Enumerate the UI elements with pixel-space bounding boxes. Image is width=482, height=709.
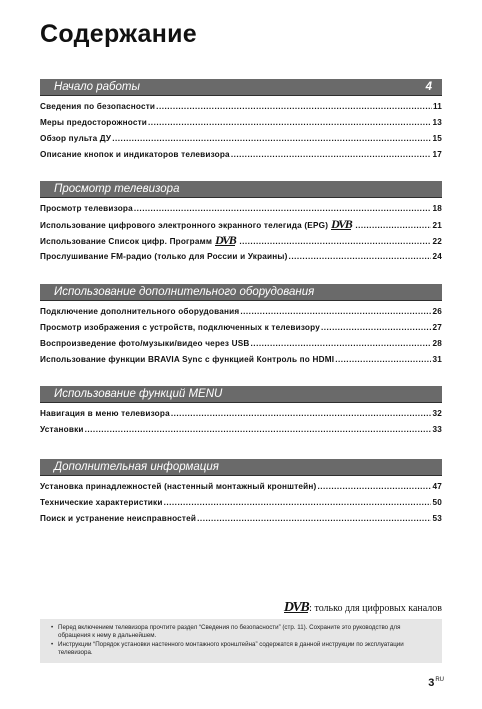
toc-entry[interactable] [40,150,442,166]
section-title: Просмотр телевизора [54,183,180,195]
toc-entry-page: 31 [432,355,442,364]
leader-dots [355,221,431,230]
toc-entry-text: Использование цифрового электронного экранного телегида (EPG) [40,221,329,230]
leader-dots [251,339,432,348]
toc-entry-text: Установка принадлежностей (настенный монтажный кронштейн) [40,482,317,491]
toc-section-optional-equipment [40,284,442,371]
leader-dots [231,150,432,159]
toc-entry[interactable] [40,204,442,220]
leader-dots [134,204,432,213]
toc-section-menu-functions [40,386,442,441]
section-header [40,459,442,476]
toc-entry-page: 53 [432,514,442,523]
section-header [40,79,442,96]
dvb-logo-icon: DVB [215,233,236,247]
toc-entry[interactable] [40,482,442,498]
toc-entry-text: Меры предосторожности [40,118,148,127]
toc-entry[interactable] [40,498,442,514]
toc-entry-page: 18 [432,204,442,213]
leader-dots [321,323,432,332]
toc-entry-page: 11 [432,102,442,111]
toc-entry[interactable] [40,323,442,339]
leader-dots [112,134,431,143]
leader-dots [289,252,432,261]
leader-dots [240,307,431,316]
toc-entry-text: Воспроизведение фото/музыки/видео через USB [40,339,250,348]
leader-dots [148,118,431,127]
toc-entry-page: 13 [432,118,442,127]
dvb-logo-icon: DVB [283,600,309,615]
toc-section-additional-info [40,459,442,530]
leader-dots [239,237,431,246]
section-title: Дополнительная информация [54,461,219,473]
leader-dots [197,514,431,523]
toc-entry-page: 27 [432,323,442,332]
toc-entry[interactable] [40,217,442,236]
toc-entry-text: Установки [40,425,84,434]
section-title: Начало работы [54,81,140,93]
leader-dots [317,482,431,491]
toc-entry[interactable] [40,425,442,441]
section-title: Использование дополнительного оборудования [54,286,315,298]
leader-dots [164,498,432,507]
toc-entry-page: 32 [432,409,442,418]
toc-entry-page: 22 [432,237,442,246]
toc-entry-page: 28 [432,339,442,348]
toc-entry[interactable] [40,339,442,355]
section-number: 4 [425,81,432,93]
leader-dots [171,409,432,418]
section-title: Использование функций MENU [54,388,223,400]
toc-entry-text: Использование функции BRAVIA Sync с функцией Контроль по HDMI [40,355,335,364]
dvb-legend-text: : только для цифровых каналов [309,603,442,614]
toc-entry-text: Навигация в меню телевизора [40,409,170,418]
leader-dots [85,425,432,434]
toc-section-getting-started [40,79,442,166]
page-title: Содержание [40,20,198,48]
toc-entry[interactable] [40,134,442,150]
toc-entry-page: 33 [432,425,442,434]
toc-entry-page: 17 [432,150,442,159]
toc-entry[interactable] [40,118,442,134]
toc-entry[interactable] [40,355,442,371]
toc-entry[interactable] [40,102,442,118]
note-item: • Инструкции “Порядок установки настенного монтажного кронштейна” содержатся в данной инструкции по эксплуатации телевизора. [58,641,432,658]
toc-entry-text: Сведения по безопасности [40,102,156,111]
section-header [40,284,442,301]
page-language-code: RU [435,677,444,684]
dvb-legend [283,600,442,615]
section-header [40,386,442,403]
notes-box [40,619,442,663]
toc-section-watching-tv [40,181,442,268]
toc-entry-text: Технические характеристики [40,498,163,507]
toc-entry-page: 26 [432,307,442,316]
toc-entry-page: 50 [432,498,442,507]
leader-dots [335,355,431,364]
toc-entry-text: Подключение дополнительного оборудования [40,307,240,316]
toc-entry-text: Просмотр телевизора [40,204,133,213]
toc-entry[interactable] [40,514,442,530]
toc-entry-text: Просмотр изображения с устройств, подключенных к телевизору [40,323,320,332]
note-item: • Перед включением телевизора прочтите раздел “Сведения по безопасности” (стр. 11). Сохраните это руководство для обращения к нему в дальнейшем. [58,624,432,641]
page-number-value: 3 [428,677,435,689]
toc-entry[interactable] [40,409,442,425]
page-number [428,677,444,689]
toc-entry-text: Поиск и устранение неисправностей [40,514,197,523]
toc-entry-page: 24 [432,252,442,261]
toc-entry-text: Прослушивание FM-радио (только для России и Украины) [40,252,288,261]
toc-entry[interactable] [40,252,442,268]
toc-entry-text: Использование Список цифр. Программ [40,237,213,246]
toc-entry-page: 21 [432,221,442,230]
toc-entry[interactable] [40,233,442,252]
toc-entry-page: 15 [432,134,442,143]
section-header [40,181,442,198]
toc-entry-page: 47 [432,482,442,491]
dvb-logo-icon: DVB [331,217,352,231]
toc-entry-text: Описание кнопок и индикаторов телевизора [40,150,230,159]
leader-dots [156,102,432,111]
toc-entry[interactable] [40,307,442,323]
toc-entry-text: Обзор пульта ДУ [40,134,112,143]
